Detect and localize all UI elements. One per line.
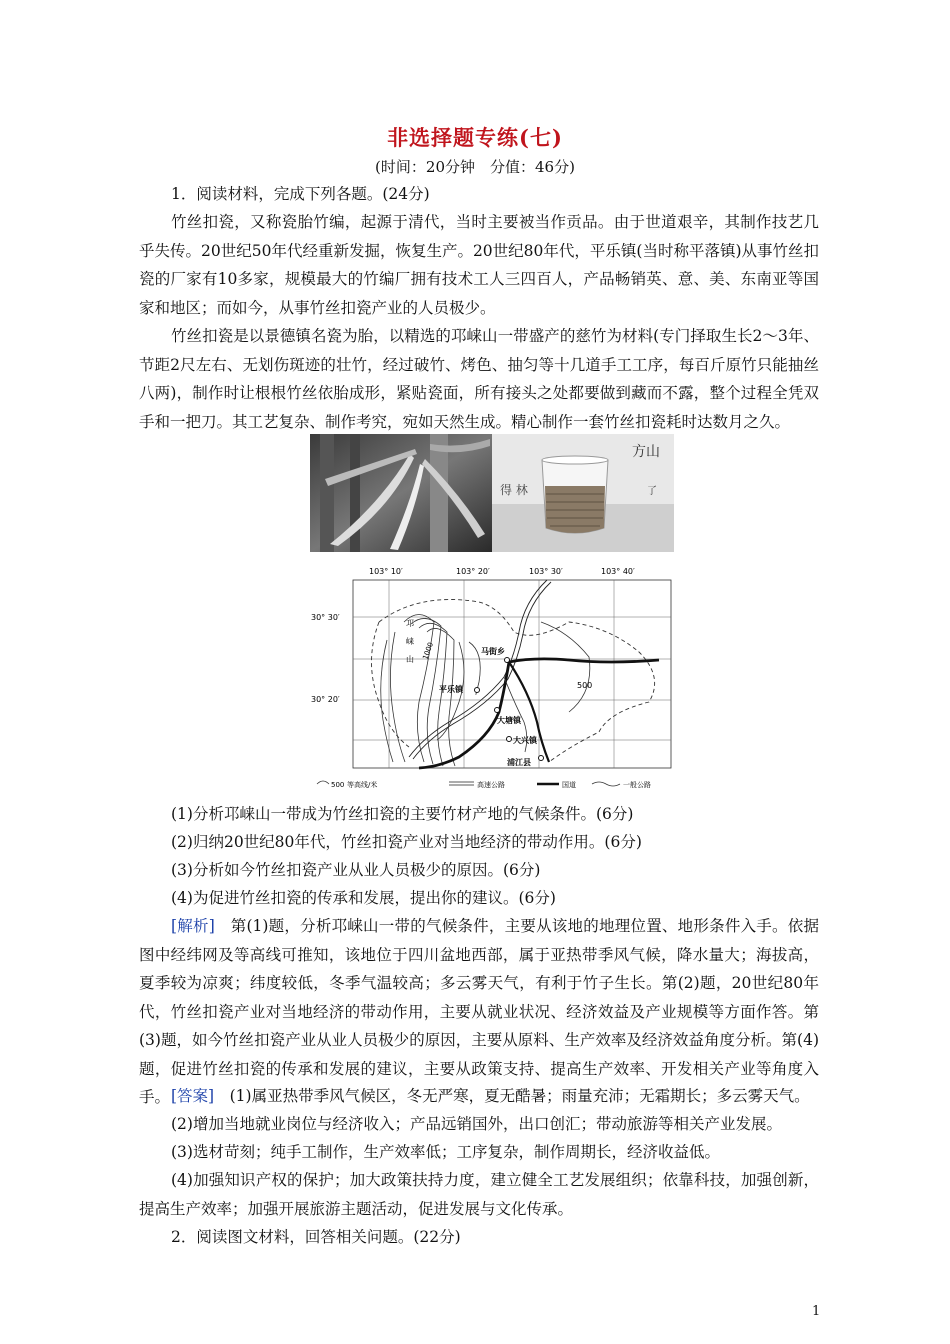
analysis-text: 第(1)题，分析邛崃山一带的气候条件，主要从该地的地理位置、地形条件入手。依据图中经纬网及等高线可推知，该地位于四川盆地西部，属于亚热带季风气候，降水量大；海拔高，夏季较为凉爽；纬度较低，冬季气温较高；多云雾天气，有利于竹子生长。第(2)题，20世纪80年代，竹丝扣瓷产业对当地经济的带动作用，主要从就业状况、经济效益及产业规模等方面作答。第(3)题，如今竹丝扣瓷产业从业人员极少的原因，主要从原料、生产效率及经济效益角度分析。第(4)题，促进竹丝扣瓷的传承和发展的建议，主要从政策支持、提高生产效率、开发相关产业等角度入手。 xyxy=(139,917,819,1106)
legend-expressway: 高速公路 xyxy=(477,781,505,789)
town-daxing: 大兴镇 xyxy=(513,736,537,745)
exam-meta: (时间：20分钟 分值：46分) xyxy=(375,158,575,176)
answer-tag: [答案] xyxy=(171,1087,215,1105)
legend-ordinary-road: 一般公路 xyxy=(623,781,651,789)
answer-3: (3)选材苛刻；纯手工制作，生产效率低；工序复杂，制作周期长，经济收益低。 xyxy=(171,1143,720,1161)
bamboo-photo xyxy=(310,434,492,552)
contour-1000-label: 1000 xyxy=(421,641,435,661)
question-1-stem: 1．阅读材料，完成下列各题。(24分) xyxy=(171,185,430,203)
mountain-label-3: 山 xyxy=(406,655,414,664)
sub-question-4: (4)为促进竹丝扣瓷的传承和发展，提出你的建议。(6分) xyxy=(171,889,556,907)
legend-contour-number: 500 xyxy=(331,781,345,789)
town-majie: 马街乡 xyxy=(481,647,505,656)
teacup-photo xyxy=(492,434,674,552)
sub-question-3: (3)分析如今竹丝扣瓷产业从业人员极少的原因。(6分) xyxy=(171,861,541,879)
lon-label-3: 103° 30′ xyxy=(529,567,563,576)
svg-text:了: 了 xyxy=(647,486,657,497)
sub-question-2: (2)归纳20世纪80年代，竹丝扣瓷产业对当地经济的带动作用。(6分) xyxy=(171,833,642,851)
material-paragraph-2: 竹丝扣瓷是以景德镇名瓷为胎，以精选的邛崃山一带盛产的慈竹为材料(专门择取生长2～3年、节距2尺左右、无划伤斑迹的壮竹，经过破竹、烤色、抽匀等十几道手工工序，每百斤原竹只能抽丝八两)，制作时让根根竹丝依胎成形，紧贴瓷面，所有接头之处都要做到藏而不露，整个过程全凭双手和一把刀。其工艺复杂、制作考究，宛如天然生成。精心制作一套竹丝扣瓷耗时达数月之久。 xyxy=(139,327,819,431)
town-pingle: 平乐镇 xyxy=(439,685,463,694)
mountain-label-1: 邛 xyxy=(406,619,414,628)
lon-label-4: 103° 40′ xyxy=(601,567,635,576)
material-paragraph-1: 竹丝扣瓷，又称瓷胎竹编，起源于清代，当时主要被当作贡品。由于世道艰辛，其制作技艺几乎失传。20世纪50年代经重新发掘，恢复生产。20世纪80年代，平乐镇(当时称平落镇)从事竹丝扣瓷的厂家有10多家，规模最大的竹编厂拥有技术工人三四百人，产品畅销英、意、美、东南亚等国家和地区；而如今，从事竹丝扣瓷产业的人员极少。 xyxy=(139,213,819,317)
sub-question-1: (1)分析邛崃山一带成为竹丝扣瓷的主要竹材产地的气候条件。(6分) xyxy=(171,805,634,823)
page-title: 非选择题专练(七) xyxy=(387,125,563,150)
answer-1-text: (1)属亚热带季风气候区，冬无严寒，夏无酷暑；雨量充沛；无霜期长；多云雾天气。 xyxy=(214,1087,810,1105)
lat-label-1: 30° 30′ xyxy=(311,613,340,622)
town-pujiang: 浦江县 xyxy=(507,758,531,767)
mountain-label-2: 崃 xyxy=(406,637,414,646)
legend-contour: 等高线/米 xyxy=(347,781,378,789)
answer-2: (2)增加当地就业岗位与经济收入；产品远销国外，出口创汇；带动旅游等相关产业发展。 xyxy=(171,1115,782,1133)
answer-4: (4)加强知识产权的保护；加大政策扶持力度，建立健全工艺发展组织；依靠科技，加强创新，提高生产效率；加强开展旅游主题活动，促进发展与文化传承。 xyxy=(139,1171,819,1218)
answer-1 xyxy=(139,1082,819,1111)
town-datang: 大塘镇 xyxy=(497,716,521,725)
legend-national-road: 国道 xyxy=(562,781,576,789)
lon-label-1: 103° 10′ xyxy=(369,567,403,576)
page-number: 1 xyxy=(812,1304,821,1319)
svg-text:得 林: 得 林 xyxy=(500,483,528,497)
lat-label-2: 30° 20′ xyxy=(311,695,340,704)
question-2-stem: 2．阅读图文材料，回答相关问题。(22分) xyxy=(171,1228,461,1246)
lon-label-2: 103° 20′ xyxy=(456,567,490,576)
qionglai-map xyxy=(309,562,674,792)
svg-text:方山: 方山 xyxy=(632,444,660,460)
contour-500-label: 500 xyxy=(577,681,593,690)
analysis-tag: [解析] xyxy=(171,917,215,935)
